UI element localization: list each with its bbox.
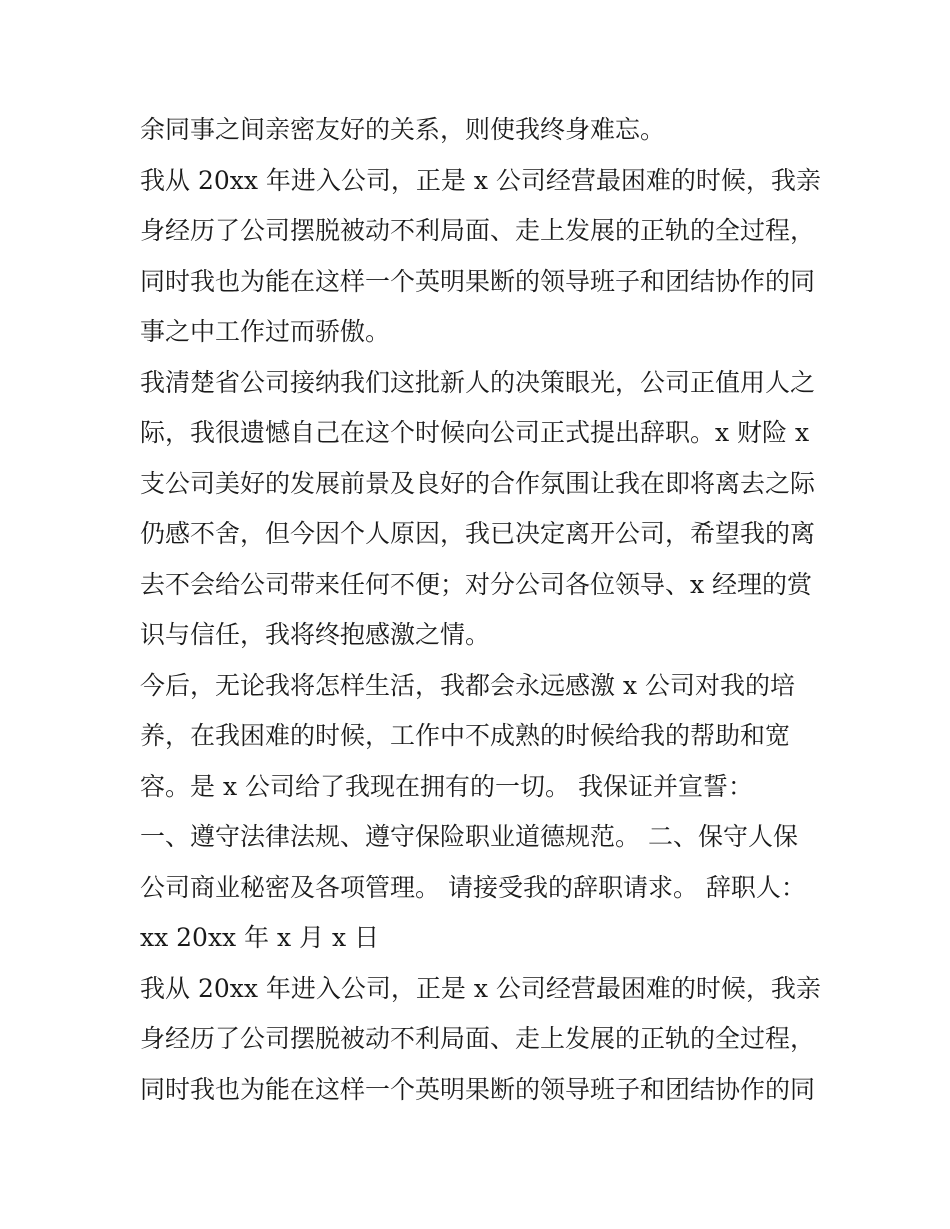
text-line: 去不会给公司带来任何不便；对分公司各位领导、x 经理的赏 (140, 569, 813, 599)
text-line: 事之中工作过而骄傲。 (140, 317, 391, 346)
text-line: 今后，无论我将怎样生活，我都会永远感激 x 公司对我的培 (140, 670, 795, 700)
text-line: 容。是 x 公司给了我现在拥有的一切。 我保证并宣誓： (140, 771, 753, 801)
text-line: 身经历了公司摆脱被动不利局面、走上发展的正轨的全过程， (140, 216, 816, 245)
text-line: 我从 20xx 年进入公司，正是 x 公司经营最困难的时候，我亲 (140, 165, 821, 195)
text-line: 公司商业秘密及各项管理。 请接受我的辞职请求。 辞职人： (140, 872, 806, 902)
text-line: 同时我也为能在这样一个英明果断的领导班子和团结协作的同 (140, 266, 816, 296)
text-line: 仍感不舍，但今因个人原因，我已决定离开公司，希望我的离 (140, 519, 816, 548)
text-line: 一、遵守法律法规、遵守保险职业道德规范。 二、保守人保 (140, 822, 798, 851)
text-line: xx 20xx 年 x 月 x 日 (140, 923, 380, 952)
text-line: 我清楚省公司接纳我们这批新人的决策眼光，公司正值用人之 (140, 367, 816, 397)
text-line: 养，在我困难的时候，工作中不成熟的时候给我的帮助和宽 (140, 721, 791, 750)
text-line: 身经历了公司摆脱被动不利局面、走上发展的正轨的全过程， (140, 1024, 816, 1053)
text-line: 识与信任，我将终抱感激之情。 (140, 620, 491, 649)
text-line: 际，我很遗憾自己在这个时候向公司正式提出辞职。x 财险 x (140, 418, 810, 447)
text-line: 我从 20xx 年进入公司，正是 x 公司经营最困难的时候，我亲 (140, 973, 821, 1003)
text-line: 支公司美好的发展前景及良好的合作氛围让我在即将离去之际 (140, 468, 816, 498)
text-line: 同时我也为能在这样一个英明果断的领导班子和团结协作的同 (140, 1074, 816, 1104)
document-body (140, 105, 820, 1115)
text-line: 余同事之间亲密友好的关系，则使我终身难忘。 (140, 115, 666, 144)
